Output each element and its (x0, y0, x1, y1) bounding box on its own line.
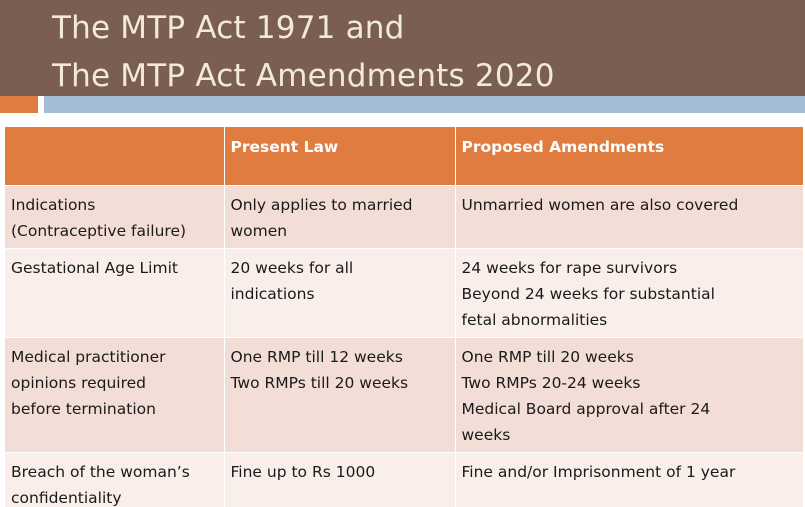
proposed-amendment-cell (455, 453, 803, 507)
proposed-amendment-line: Unmarried women are also covered (461, 196, 739, 214)
table-row-confidentiality (5, 453, 803, 507)
row-label-line: Medical practitioner (11, 348, 166, 366)
header-cell-topic (5, 127, 224, 186)
present-law-line: women (230, 222, 288, 240)
present-law-cell (224, 453, 455, 507)
proposed-amendment-line: weeks (461, 426, 511, 444)
header-cell-present-law: Present Law (224, 127, 455, 186)
accent-bar-orange (0, 96, 38, 113)
proposed-amendment-cell (455, 186, 803, 249)
present-law-line: Fine up to Rs 1000 (230, 463, 376, 481)
row-label-line: opinions required (11, 374, 147, 392)
table-row-medical-opinions (5, 338, 803, 453)
title-band (0, 0, 805, 96)
present-law-line: indications (230, 285, 315, 303)
proposed-amendment-line: Medical Board approval after 24 (461, 400, 711, 418)
row-label-cell (5, 338, 224, 453)
row-label-cell (5, 186, 224, 249)
table-row-gestational-age (5, 249, 803, 338)
slide-title-line-2: The MTP Act Amendments 2020 (52, 58, 555, 94)
proposed-amendment-cell (455, 338, 803, 453)
present-law-cell (224, 338, 455, 453)
row-label-line: Breach of the woman’s (11, 463, 190, 481)
present-law-line: Two RMPs till 20 weeks (230, 374, 409, 392)
accent-bar-blue (44, 96, 805, 113)
row-label-line: before termination (11, 400, 156, 418)
row-label-cell (5, 249, 224, 338)
row-label-line: Indications (11, 196, 96, 214)
proposed-amendment-cell (455, 249, 803, 338)
comparison-table (5, 127, 803, 507)
table-header-row (5, 127, 803, 186)
proposed-amendment-line: fetal abnormalities (461, 311, 608, 329)
present-law-cell (224, 186, 455, 249)
present-law-cell (224, 249, 455, 338)
row-label-line: Gestational Age Limit (11, 259, 178, 277)
comparison-table-container (5, 127, 803, 507)
present-law-line: Only applies to married (230, 196, 413, 214)
proposed-amendment-line: One RMP till 20 weeks (461, 348, 634, 366)
proposed-amendment-line: 24 weeks for rape survivors (461, 259, 678, 277)
row-label-cell (5, 453, 224, 507)
header-cell-proposed-amendments: Proposed Amendments (455, 127, 803, 186)
present-law-line: One RMP till 12 weeks (230, 348, 403, 366)
proposed-amendment-line: Beyond 24 weeks for substantial (461, 285, 715, 303)
proposed-amendment-line: Two RMPs 20-24 weeks (461, 374, 641, 392)
row-label-line: confidentiality (11, 489, 122, 507)
row-label-line: (Contraceptive failure) (11, 222, 187, 240)
table-row-indications (5, 186, 803, 249)
proposed-amendment-line: Fine and/or Imprisonment of 1 year (461, 463, 736, 481)
slide-title-line-1: The MTP Act 1971 and (52, 10, 405, 46)
present-law-line: 20 weeks for all (230, 259, 354, 277)
